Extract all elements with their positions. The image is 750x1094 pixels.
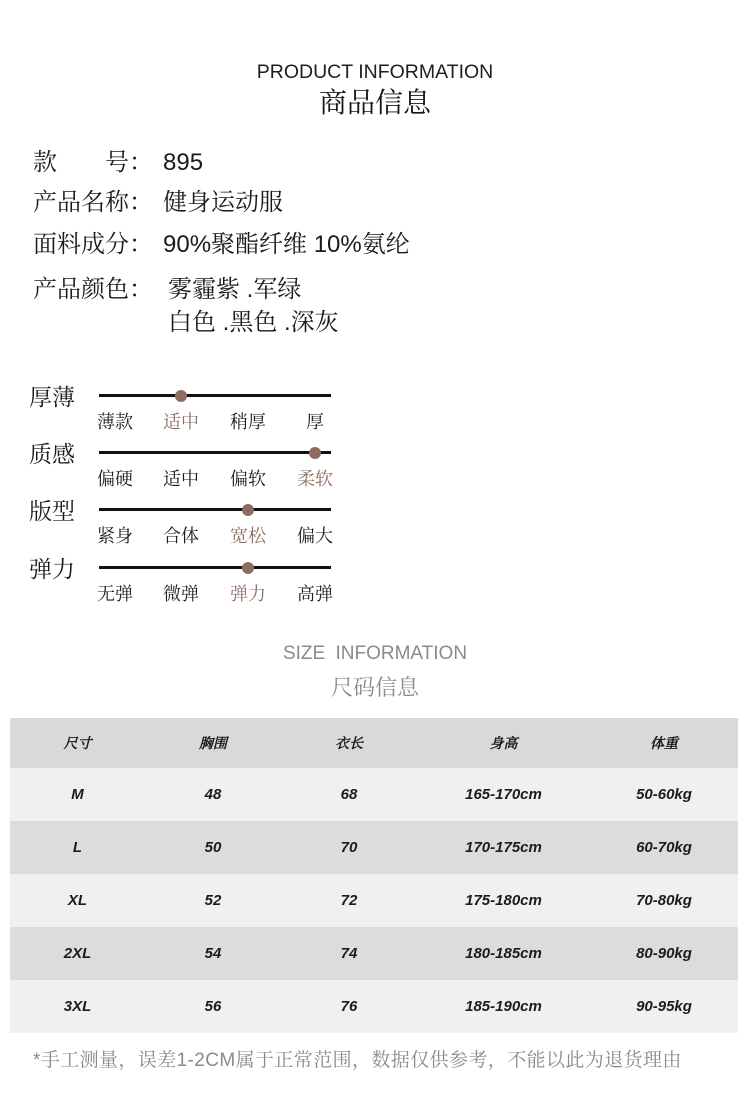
scale-option: 柔软 [297,469,333,489]
colors-value-line1: 雾霾紫 .军绿 [168,276,302,303]
table-cell: 52 [145,874,281,927]
table-cell: 72 [281,874,417,927]
scale-track [99,566,331,569]
colors-value-line2: 白色 .黑色 .深灰 [168,309,339,336]
table-cell: 80-90kg [590,927,738,980]
table-cell: 50 [145,821,281,874]
table-row [10,874,738,927]
scale-track [99,508,331,511]
table-row [10,927,738,980]
table-header-row [10,718,738,768]
table-cell: 165-170cm [417,768,590,821]
table-cell: 2XL [10,927,145,980]
fabric-value: 90%聚酯纤维 10%氨纶 [163,231,410,258]
style-number-value: 895 [163,149,204,176]
scale-option: 偏硬 [97,469,133,489]
table-cell: 76 [281,980,417,1033]
scale-option: 高弹 [297,584,333,604]
scale-option: 无弹 [97,584,133,604]
table-cell: 3XL [10,980,145,1033]
table-cell: 60-70kg [590,821,738,874]
scale-option: 稍厚 [230,412,266,432]
attribute-label: 弹力 [29,556,75,582]
attribute-elasticity-scale [0,556,400,612]
scale-option: 适中 [163,469,199,489]
size-information-title-en: SIZE INFORMATION [282,643,468,664]
scale-option: 适中 [163,412,199,432]
product-name-value: 健身运动服 [163,189,283,216]
table-cell: 90-95kg [590,980,738,1033]
table-cell: M [10,768,145,821]
table-cell: 50-60kg [590,768,738,821]
scale-option: 偏大 [297,526,333,546]
attribute-label: 版型 [29,498,75,524]
scale-track [99,394,331,397]
fabric-label: 面料成分： [33,231,153,258]
table-cell: L [10,821,145,874]
table-cell: 56 [145,980,281,1033]
table-cell: 70-80kg [590,874,738,927]
size-information-title-cn: 尺码信息 [330,675,419,700]
table-cell: 68 [281,768,417,821]
table-row [10,821,738,874]
table-cell: 70 [281,821,417,874]
attribute-fit-scale [0,498,400,554]
scale-track [99,451,331,454]
scale-option: 薄款 [97,412,133,432]
table-header-cell: 衣长 [281,718,417,768]
table-row [10,768,738,821]
measurement-footnote: *手工测量，误差1-2CM属于正常范围，数据仅供参考，不能以此为退货理由 [33,1050,682,1071]
table-row [10,980,738,1033]
table-header-cell: 体重 [590,718,738,768]
scale-option: 厚 [306,412,324,432]
table-cell: 180-185cm [417,927,590,980]
scale-option: 紧身 [97,526,133,546]
attribute-label: 厚薄 [29,384,75,410]
product-information-title-cn: 商品信息 [318,87,431,118]
product-name-label: 产品名称： [33,189,153,216]
attribute-thickness-scale [0,384,400,440]
colors-label: 产品颜色： [33,276,153,303]
table-cell: 54 [145,927,281,980]
scale-marker-dot [242,562,254,574]
style-number-label: 款 号： [33,149,153,176]
table-header-cell: 胸围 [145,718,281,768]
table-cell: 175-180cm [417,874,590,927]
scale-option: 宽松 [230,526,266,546]
attribute-label: 质感 [29,441,75,467]
scale-marker-dot [242,504,254,516]
table-cell: 170-175cm [417,821,590,874]
table-cell: XL [10,874,145,927]
table-header-cell: 尺寸 [10,718,145,768]
table-cell: 74 [281,927,417,980]
scale-marker-dot [175,390,187,402]
scale-option: 微弹 [163,584,199,604]
attribute-texture-scale [0,441,400,497]
scale-marker-dot [309,447,321,459]
table-cell: 48 [145,768,281,821]
table-header-cell: 身高 [417,718,590,768]
scale-option: 偏软 [230,469,266,489]
size-table [10,718,738,1033]
table-cell: 185-190cm [417,980,590,1033]
scale-option: 弹力 [230,584,266,604]
scale-option: 合体 [163,526,199,546]
product-information-title-en: PRODUCT INFORMATION [256,61,494,83]
